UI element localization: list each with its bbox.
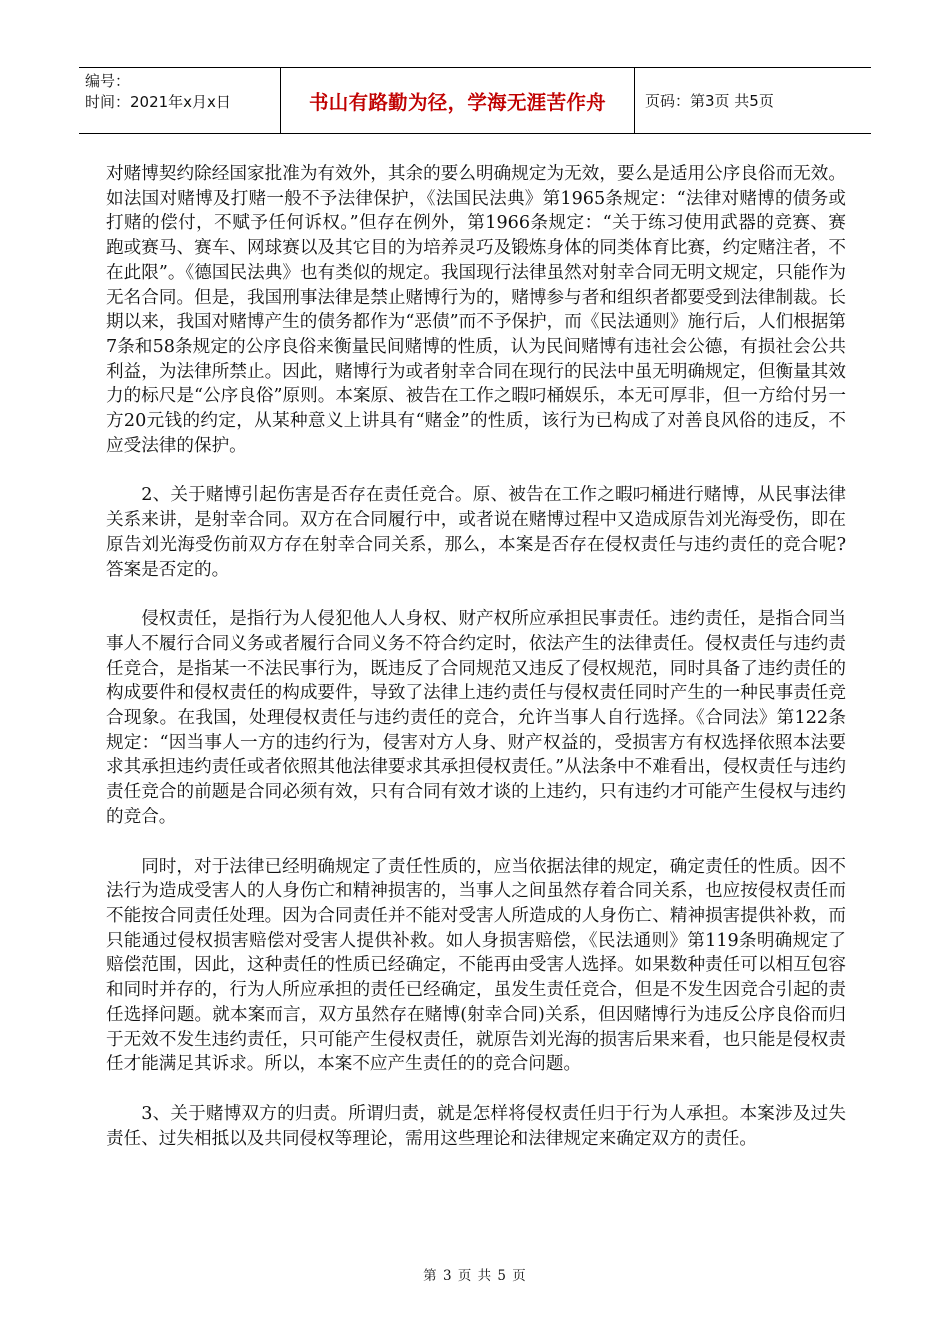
body-paragraph-liability-nature: 同时，对于法律已经明确规定了责任性质的，应当依据法律的规定，确定责任的性质。因不法行为造成受害人的人身伤亡和精神损害的，当事人之间虽然存着合同关系，也应按侵权责任而不能按合同责任处理。因为合同责任并不能对受害人所造成的人身伤亡、精神损害提供补救，而只能通过侵权损害赔偿对受害人提供补救。如人身损害赔偿，《民法通则》第119条明确规定了赔偿范围，因此，这种责任的性质已经确定，不能再由受害人选择。如果数种责任可以相互包容和同时并存的，行为人所应承担的责任已经确定，虽发生责任竞合，但是不发生因竞合引起的责任选择问题。就本案而言，双方虽然存在赌博(射幸合同)关系，但因赌博行为违反公序良俗而归于无效不发生违约责任，只可能产生侵权责任，就原告刘光海的损害后果来看，也只能是侵权责任才能满足其诉求。所以，本案不应产生责任的的竞合问题。 (106, 856, 846, 1075)
document-header (79, 67, 871, 134)
header-motto: 书山有路勤为径，学海无涯苦作舟 (308, 90, 606, 114)
header-meta-cell (79, 68, 281, 133)
body-paragraph-section-2: 2、关于赌博引起伤害是否存在责任竞合。原、被告在工作之暇叼桶进行赌博，从民事法律关系来讲，是射幸合同。双方在合同履行中，或者说在赌博过程中又造成原告刘光海受伤，即在原告刘光海受伤前双方存在射幸合同关系，那么，本案是否存在侵权责任与违约责任的竞合呢?答案是否定的。 (106, 485, 846, 580)
body-paragraph-tort-liability: 侵权责任，是指行为人侵犯他人人身权、财产权所应承担民事责任。违约责任，是指合同当事人不履行合同义务或者履行合同义务不符合约定时，依法产生的法律责任。侵权责任与违约责任竞合，是指某一不法民事行为，既违反了合同规范又违反了侵权规范，同时具备了违约责任的构成要件和侵权责任的构成要件，导致了法律上违约责任与侵权责任同时产生的一种民事责任竞合现象。在我国，处理侵权责任与违约责任的竞合，允许当事人自行选择。《合同法》第122条规定：“因当事人一方的违约行为，侵害对方人身、财产权益的，受损害方有权选择依照本法要求其承担违约责任或者依照其他法律要求其承担侵权责任。”从法条中不难看出，侵权责任与违约责任竞合的前题是合同必须有效，只有合同有效才谈的上违约，只有违约才可能产生侵权与违约的竞合。 (106, 609, 846, 827)
document-code-label: 编号： (85, 72, 131, 90)
document-body (106, 162, 846, 1151)
document-date: 时间：2021年x月x日 (85, 93, 231, 111)
body-paragraph-section-3: 3、关于赌博双方的归责。所谓归责，就是怎样将侵权责任归于行为人承担。本案涉及过失责任、过失相抵以及共同侵权等理论，需用这些理论和法律规定来确定双方的责任。 (106, 1103, 846, 1149)
header-motto-cell (281, 68, 635, 133)
header-page-cell (635, 68, 871, 133)
header-page-info: 页码：第3页 共5页 (645, 92, 774, 110)
body-paragraph-continued: 对赌博契约除经国家批准为有效外，其余的要么明确规定为无效，要么是适用公序良俗而无效。如法国对赌博及打赌一般不予法律保护，《法国民法典》第1965条规定：“法律对赌博的债务或打赌的偿付，不赋予任何诉权。”但存在例外，第1966条规定：“关于练习使用武器的竞赛、赛跑或赛马、赛车、网球赛以及其它目的为培养灵巧及锻炼身体的同类体育比赛，约定赌注者，不在此限”。《德国民法典》也有类似的规定。我国现行法律虽然对射幸合同无明文规定，只能作为无名合同。但是，我国刑事法律是禁止赌博行为的，赌博参与者和组织者都要受到法律制裁。长期以来，我国对赌博产生的债务都作为“恶债”而不予保护，而《民法通则》施行后，人们根据第7条和58条规定的公序良俗来衡量民间赌博的性质，认为民间赌博有违社会公德，有损社会公共利益，为法律所禁止。因此，赌博行为或者射幸合同在现行的民法中虽无明确规定，但衡量其效力的标尺是“公序良俗”原则。本案原、被告在工作之暇叼桶娱乐，本无可厚非，但一方给付另一方20元钱的约定，从某种意义上讲具有“赌金”的性质，该行为已构成了对善良风俗的违反，不应受法律的保护。 (106, 164, 846, 456)
page-footer: 第 3 页 共 5 页 (423, 1268, 527, 1284)
